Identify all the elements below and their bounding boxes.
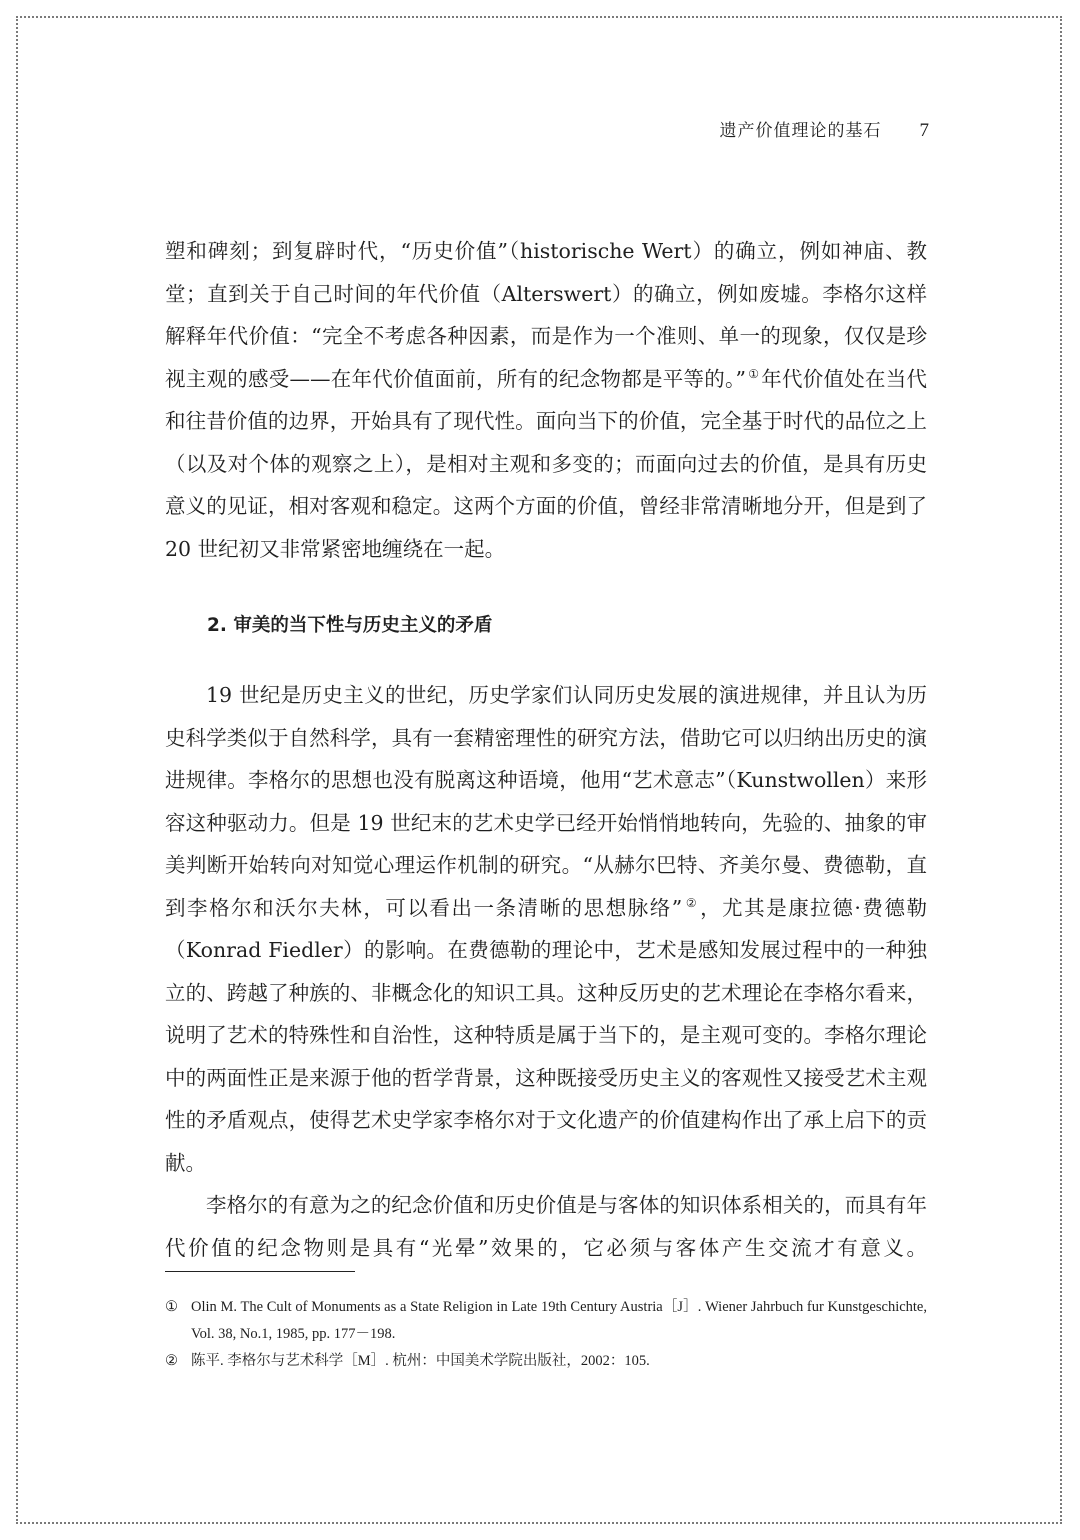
footnotes	[165, 1294, 927, 1375]
running-header	[720, 116, 931, 142]
footnote-2	[165, 1348, 927, 1375]
body-paragraph-1: 塑和碑刻；到复辟时代，“历史价值”（historische Wert）的确立，例如神庙、教堂；直到关于自己时间的年代价值（Alterswert）的确立，例如废墟。李格尔这样解释年代价值：“完全不考虑各种因素，而是作为一个准则、单一的现象，仅仅是珍视主观的感受——在年代价值面前，所有的纪念物都是平等的。” ①年代价值处在当代和往昔价值的边界，开始具有了现代性。面向当下的价值，完全基于时代的品位之上（以及对个体的观察之上），是相对主观和多变的；而面向过去的价值，是具有历史意义的见证，相对客观和稳定。这两个方面的价值，曾经非常清晰地分开，但是到了 20 世纪初又非常紧密地缠绕在一起。	[165, 239, 927, 561]
footnote-text: Olin M. The Cult of Monuments as a State Religion in Late 19th Century Austria［J］. Wiener Jahrbuch fur Kunstgeschichte, Vol. 38, No.1, 1985, pp. 177－198.	[191, 1299, 927, 1342]
page-body	[165, 230, 927, 1269]
footnote-1	[165, 1294, 927, 1348]
footnote-divider	[165, 1271, 355, 1272]
footnote-ref-1[interactable]: ①	[747, 366, 760, 381]
footnote-mark: ①	[165, 1299, 178, 1315]
running-header-title: 遗产价值理论的基石	[719, 121, 882, 141]
body-paragraph-2: 19 世纪是历史主义的世纪，历史学家们认同历史发展的演进规律，并且认为历史科学类似于自然科学，具有一套精密理性的研究方法，借助它可以归纳出历史的演进规律。李格尔的思想也没有脱离这种语境，他用“艺术意志”（Kunstwollen）来形容这种驱动力。但是 19 世纪末的艺术史学已经开始悄悄地转向，先验的、抽象的审美判断开始转向对知觉心理运作机制的研究。“从赫尔巴特、齐美尔曼、费德勒，直到李格尔和沃尔夫林，可以看出一条清晰的思想脉络” ②，尤其是康拉德·费德勒（Konrad Fiedler）的影响。在费德勒的理论中，艺术是感知发展过程中的一种独立的、跨越了种族的、非概念化的知识工具。这种反历史的艺术理论在李格尔看来，说明了艺术的特殊性和自治性，这种特质是属于当下的，是主观可变的。李格尔理论中的两面性正是来源于他的哲学背景，这种既接受历史主义的客观性又接受艺术主观性的矛盾观点，使得艺术史学家李格尔对于文化遗产的价值建构作出了承上启下的贡献。	[165, 683, 927, 1175]
footnote-text: 陈平. 李格尔与艺术科学［M］. 杭州：中国美术学院出版社，2002：105.	[191, 1353, 650, 1369]
body-paragraph-3: 李格尔的有意为之的纪念价值和历史价值是与客体的知识体系相关的，而具有年代价值的纪念物则是具有“光晕”效果的，它必须与客体产生交流才有意义。	[165, 1193, 927, 1260]
footnote-ref-2[interactable]: ②	[684, 895, 699, 910]
footnote-mark: ②	[165, 1353, 178, 1369]
section-heading: 2. 审美的当下性与历史主义的矛盾	[207, 615, 493, 636]
page-number: 7	[919, 120, 930, 141]
